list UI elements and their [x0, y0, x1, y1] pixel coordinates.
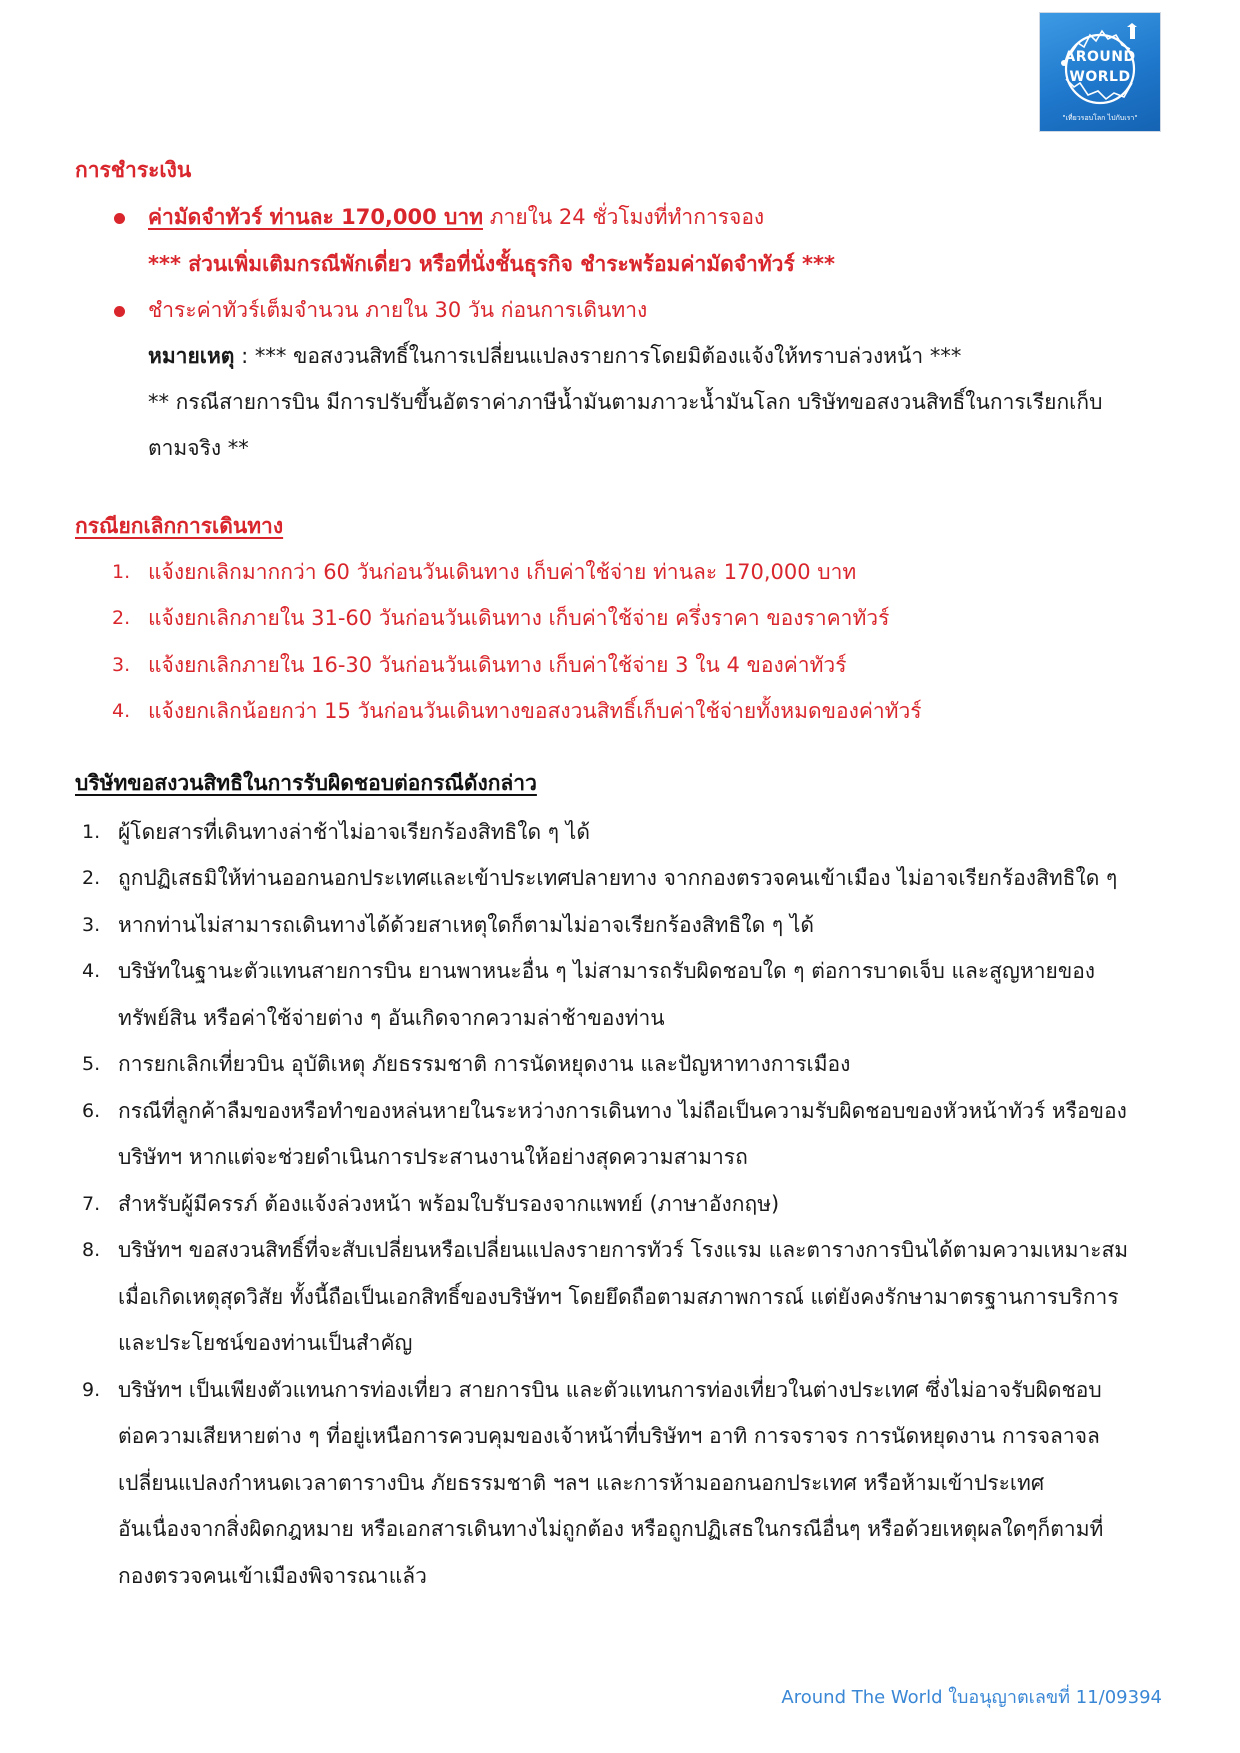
liability-item-line: และประโยชน์ของท่านเป็นสำคัญ [118, 1331, 413, 1355]
full-payment-line: ชำระค่าทัวร์เต็มจำนวน ภายใน 30 วัน ก่อนการเดินทาง [148, 298, 648, 322]
liability-item-line: บริษัทฯ หากแต่จะช่วยดำเนินการประสานงานให้อย่างสุดความสามารถ [118, 1145, 748, 1169]
cancellation-title: กรณียกเลิกการเดินทาง [75, 514, 284, 538]
liability-item-number: 6. [82, 1100, 101, 1122]
liability-item-line: ถูกปฏิเสธมิให้ท่านออกนอกประเทศและเข้าประเทศปลายทาง จากกองตรวจคนเข้าเมือง ไม่อาจเรียกร้องสิทธิใด ๆ [118, 866, 1118, 890]
cancel-item-text: แจ้งยกเลิกภายใน 31-60 วันก่อนวันเดินทาง เก็บค่าใช้จ่าย ครึ่งราคา ของราคาทัวร์ [148, 606, 890, 630]
liability-item-line: อันเนื่องจากสิ่งผิดกฎหมาย หรือเอกสารเดินทางไม่ถูกต้อง หรือถูกปฏิเสธในกรณีอื่นๆ หรือด้วยเหตุผลใดๆก็ตามที่ [118, 1517, 1104, 1541]
cancel-item-number: 4. [112, 700, 131, 722]
company-logo [1039, 12, 1161, 132]
remark-text: : *** ขอสงวนสิทธิ์ในการเปลี่ยนแปลงรายการโดยมิต้องแจ้งให้ทราบล่วงหน้า *** [234, 344, 962, 368]
liability-item-line: กรณีที่ลูกค้าลืมของหรือทำของหล่นหายในระหว่างการเดินทาง ไม่ถือเป็นความรับผิดชอบของหัวหน้าทัวร์ หรือของ [118, 1099, 1127, 1123]
liability-title: บริษัทขอสงวนสิทธิในการรับผิดชอบต่อกรณีดังกล่าว [75, 771, 537, 795]
liability-item-number: 4. [82, 960, 101, 982]
deposit-line [148, 202, 764, 232]
liability-item-line: ผู้โดยสารที่เดินทางล่าช้าไม่อาจเรียกร้องสิทธิใด ๆ ได้ [118, 820, 590, 844]
cancel-item-text: แจ้งยกเลิกน้อยกว่า 15 วันก่อนวันเดินทางขอสงวนสิทธิ์เก็บค่าใช้จ่ายทั้งหมดของค่าทัวร์ [148, 699, 922, 723]
liability-item-line: ต่อความเสียหายต่าง ๆ ที่อยู่เหนือการควบคุมของเจ้าหน้าที่บริษัทฯ อาทิ การจราจร การนัดหยุดงาน การจลาจล [118, 1424, 1100, 1448]
liability-item-line: ทรัพย์สิน หรือค่าใช้จ่ายต่าง ๆ อันเกิดจากความล่าช้าของท่าน [118, 1006, 665, 1030]
liability-item-line: สำหรับผู้มีครรภ์ ต้องแจ้งล่วงหน้า พร้อมใบรับรองจากแพทย์ (ภาษาอังกฤษ) [118, 1192, 780, 1216]
bullet-icon [114, 213, 125, 224]
liability-item-number: 9. [82, 1379, 101, 1401]
fuel-note-line-1: ** กรณีสายการบิน มีการปรับขึ้นอัตราค่าภาษีน้ำมันตามภาวะน้ำมันโลก บริษัทขอสงวนสิทธิ์ในการเรียกเก็บ [148, 390, 1103, 414]
cancel-item-text: แจ้งยกเลิกภายใน 16-30 วันก่อนวันเดินทาง เก็บค่าใช้จ่าย 3 ใน 4 ของค่าทัวร์ [148, 653, 847, 677]
logo-line-2: WORLD [1069, 69, 1131, 85]
cancel-item-number: 3. [112, 654, 131, 676]
liability-item-line: เมื่อเกิดเหตุสุดวิสัย ทั้งนี้ถือเป็นเอกสิทธิ์ของบริษัทฯ โดยยึดถือตามสภาพการณ์ แต่ยังคงรักษามาตรฐานการบริการ [118, 1285, 1119, 1309]
remark-line [148, 341, 961, 371]
liability-item-line: บริษัทฯ ขอสงวนสิทธิ์ที่จะสับเปลี่ยนหรือเปลี่ยนแปลงรายการทัวร์ โรงแรม และตารางการบินได้ตามความเหมาะสม [118, 1238, 1129, 1262]
liability-item-number: 3. [82, 914, 101, 936]
liability-item-line: กองตรวจคนเข้าเมืองพิจารณาแล้ว [118, 1564, 427, 1588]
deposit-rest: ภายใน 24 ชั่วโมงที่ทำการจอง [489, 205, 765, 229]
remark-label: หมายเหตุ [148, 344, 235, 368]
liability-item-line: เปลี่ยนแปลงกำหนดเวลาตารางบิน ภัยธรรมชาติ ฯลฯ และการห้ามออกนอกประเทศ หรือห้ามเข้าประเทศ [118, 1471, 1045, 1495]
bullet-icon [114, 306, 125, 317]
liability-item-line: บริษัทในฐานะตัวแทนสายการบิน ยานพาหนะอื่น ๆ ไม่สามารถรับผิดชอบใด ๆ ต่อการบาดเจ็บ และสูญหายของ [118, 959, 1096, 983]
logo-slogan: "เที่ยวรอบโลก ไปกับเรา" [1062, 114, 1138, 122]
liability-item-number: 5. [82, 1053, 101, 1075]
payment-title: การชำระเงิน [75, 158, 192, 182]
cancel-item-number: 2. [112, 607, 131, 629]
footer-license: Around The World ใบอนุญาตเลขที่ 11/09394 [781, 1687, 1162, 1708]
liability-item-line: บริษัทฯ เป็นเพียงตัวแทนการท่องเที่ยว สายการบิน และตัวแทนการท่องเที่ยวในต่างประเทศ ซึ่งไม่อาจรับผิดชอบ [118, 1378, 1102, 1402]
liability-item-number: 8. [82, 1239, 101, 1261]
liability-item-line: การยกเลิกเที่ยวบิน อุบัติเหตุ ภัยธรรมชาติ การนัดหยุดงาน และปัญหาทางการเมือง [118, 1052, 851, 1076]
liability-item-number: 1. [82, 821, 101, 843]
cancel-item-number: 1. [112, 561, 131, 583]
liability-item-number: 7. [82, 1193, 101, 1215]
liability-item-number: 2. [82, 867, 101, 889]
deposit-note: *** ส่วนเพิ่มเติมกรณีพักเดี่ยว หรือที่นั่งชั้นธุรกิจ ชำระพร้อมค่ามัดจำทัวร์ *** [148, 252, 835, 276]
liability-item-line: หากท่านไม่สามารถเดินทางได้ด้วยสาเหตุใดก็ตามไม่อาจเรียกร้องสิทธิใด ๆ ได้ [118, 913, 815, 937]
fuel-note-line-2: ตามจริง ** [148, 436, 249, 460]
cancel-item-text: แจ้งยกเลิกมากกว่า 60 วันก่อนวันเดินทาง เก็บค่าใช้จ่าย ท่านละ 170,000 บาท [148, 560, 857, 584]
deposit-label: ค่ามัดจำทัวร์ ท่านละ 170,000 บาท [148, 205, 484, 229]
logo-line-1: AROUND [1064, 49, 1136, 65]
